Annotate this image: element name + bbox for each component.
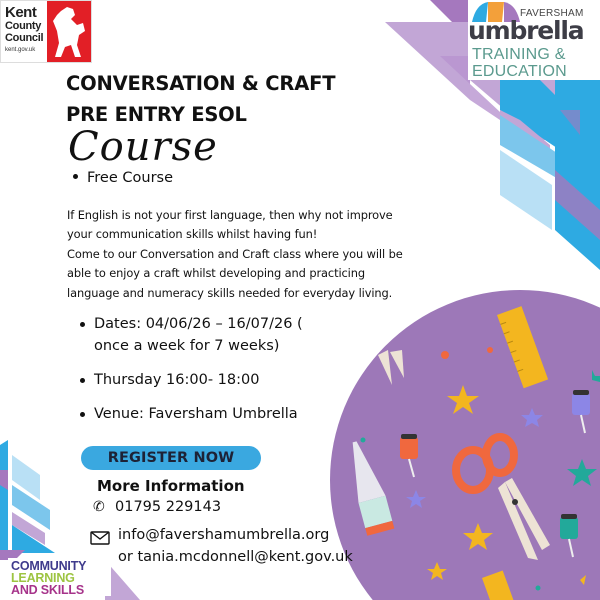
free-course-bullet: Free Course [73,170,173,186]
email-contact [118,524,353,568]
envelope-icon [90,531,110,545]
dates-item: Dates: 04/06/26 – 16/07/26 ( once a week for 7 weeks) [80,313,303,357]
community-learning-skills-logo: COMMUNITY LEARNING AND SKILLS [8,558,111,596]
phone-contact [93,499,221,515]
umbrella-logo-word: umbrella [468,16,584,45]
faversham-umbrella-logo [468,0,600,80]
title-line-2: PRE ENTRY ESOL [66,103,247,126]
kent-logo-line3: Council [5,32,44,44]
email-link-kent[interactable]: or tania.mcdonnell@kent.gov.uk [118,549,353,565]
bullet-icon [73,174,78,179]
kent-horse-icon [47,1,91,62]
kent-logo-line2: County [5,20,42,32]
umbrella-logo-faversham: FAVERSHAM [520,8,584,19]
register-now-button[interactable]: REGISTER NOW [81,446,261,470]
phone-icon: ✆ [93,499,105,515]
umbrella-logo-training: TRAINING & [472,46,566,63]
kent-county-council-logo [0,0,92,63]
bullet-icon [80,322,85,327]
kent-logo-url: kent.gov.uk [5,47,36,53]
description-paragraph: If English is not your first language, then why not improve your communication skills whilst having fun! Come to our Conversation and Craft class where you will be able to enjoy a craft whilst developing and practicing language and numeracy skills needed for everyday living. [67,208,403,300]
umbrella-logo-education: EDUCATION [472,63,567,80]
page-title [66,68,335,130]
time-item: Thursday 16:00- 18:00 [80,369,303,391]
course-script-heading: Course [68,124,218,170]
venue-item: Venue: Faversham Umbrella [80,403,303,425]
bullet-icon [80,378,85,383]
title-line-1: CONVERSATION & CRAFT [66,72,336,95]
phone-number[interactable]: 01795 229143 [115,499,222,515]
bullet-icon [80,412,85,417]
kent-logo-line1: Kent [5,4,37,21]
course-details-list [80,313,303,425]
more-information-heading: More Information [97,477,245,495]
email-link-umbrella[interactable]: info@favershamumbrella.org [118,527,330,543]
